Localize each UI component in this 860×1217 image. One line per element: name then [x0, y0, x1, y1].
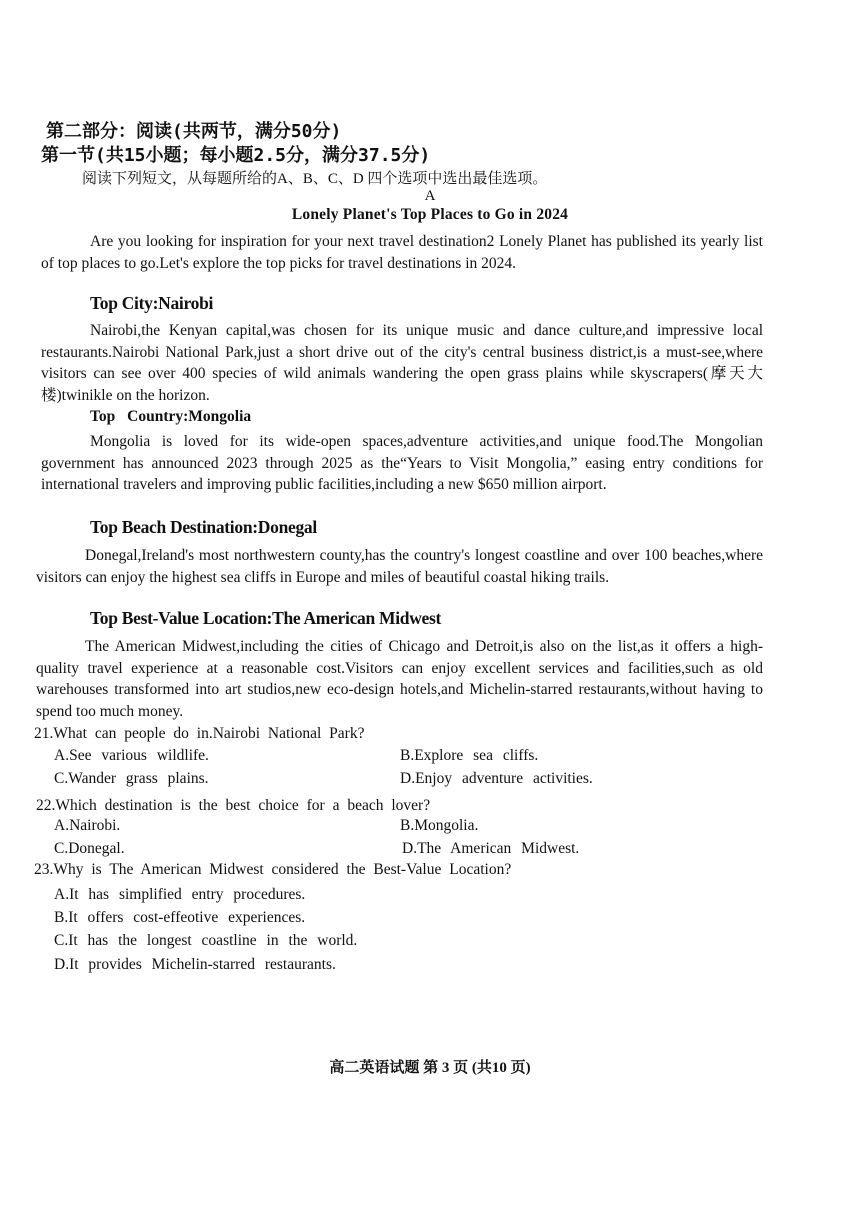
- instruction-text: 阅读下列短文，从每题所给的A、B、C、D 四个选项中选出最佳选项。: [82, 171, 548, 187]
- question-23-option-b: B.It offers cost-effeotive experiences.: [54, 909, 306, 926]
- page-footer: 高二英语试题 第 3 页 (共10 页): [329, 1060, 531, 1076]
- question-21-option-b: B.Explore sea cliffs.: [400, 747, 539, 764]
- question-22-stem: 22.Which destination is the best choice for a beach lover?: [36, 797, 431, 814]
- passage-title: Lonely Planet's Top Places to Go in 2024: [291, 206, 569, 223]
- question-23-option-d: D.It provides Michelin-starred restaurants.: [54, 956, 336, 973]
- question-23-option-c: C.It has the longest coastline in the world.: [54, 932, 358, 949]
- question-23-option-a: A.It has simplified entry procedures.: [54, 886, 306, 903]
- question-21-stem: 21.What can people do in.Nairobi National Park?: [34, 725, 365, 742]
- passage-intro: Are you looking for inspiration for your next travel destination2 Lonely Planet has published its yearly list of top places to go.Let's explore the top picks for travel destinations in 2024.: [41, 233, 763, 272]
- question-22-option-a: A.Nairobi.: [54, 817, 121, 834]
- section-text-mongolia: Mongolia is loved for its wide-open spaces,adventure activities,and unique food.The Mongolian government has announced 2023 through 2025 as the“Years to Visit Mongolia,” easing entry conditions for international travelers and improving public facilities,including a new $650 million airport.: [41, 433, 763, 493]
- question-21-option-a: A.See various wildlife.: [54, 747, 209, 764]
- section-heading-donegal: Top Beach Destination:Donegal: [90, 517, 317, 537]
- section-text-midwest: The American Midwest,including the cities of Chicago and Detroit,is also on the list,as it offers a high-quality travel experience at a reasonable cost.Visitors can enjoy excellent services and facilities,such as old warehouses transformed into art studios,new eco-design hotels,and Michelin-starred restaurants,without having to spend too much money.: [36, 638, 763, 720]
- question-22-option-b: B.Mongolia.: [400, 817, 479, 834]
- section-heading-mongolia: Top Country:Mongolia: [90, 408, 252, 425]
- section-text-donegal: Donegal,Ireland's most northwestern county,has the country's longest coastline and over 100 beaches,where visitors can enjoy the highest sea cliffs in Europe and miles of beautiful coastal hiking trails.: [36, 547, 763, 586]
- question-23-stem: 23.Why is The American Midwest considered the Best-Value Location?: [34, 861, 512, 878]
- question-21-option-d: D.Enjoy adventure activities.: [400, 770, 593, 787]
- question-21-option-c: C.Wander grass plains.: [54, 770, 209, 787]
- section-heading-midwest: Top Best-Value Location:The American Midwest: [90, 608, 442, 628]
- passage-letter: A: [424, 188, 436, 204]
- question-22-option-d: D.The American Midwest.: [402, 840, 580, 857]
- section-heading: 第一节(共15小题；每小题2.5分，满分37.5分): [41, 145, 431, 166]
- section-text-nairobi: Nairobi,the Kenyan capital,was chosen for its unique music and dance culture,and impressive local restaurants.Nairobi National Park,just a short drive out of the city's central business district,is a must-see,where visitors can see over 400 species of wild animals wandering the open grass plains while skyscrapers(摩天大楼)twinikle on the horizon.: [41, 322, 763, 404]
- question-22-option-c: C.Donegal.: [54, 840, 125, 857]
- section-heading-nairobi: Top City:Nairobi: [90, 293, 214, 313]
- part-heading: 第二部分：阅读(共两节，满分50分): [46, 121, 342, 142]
